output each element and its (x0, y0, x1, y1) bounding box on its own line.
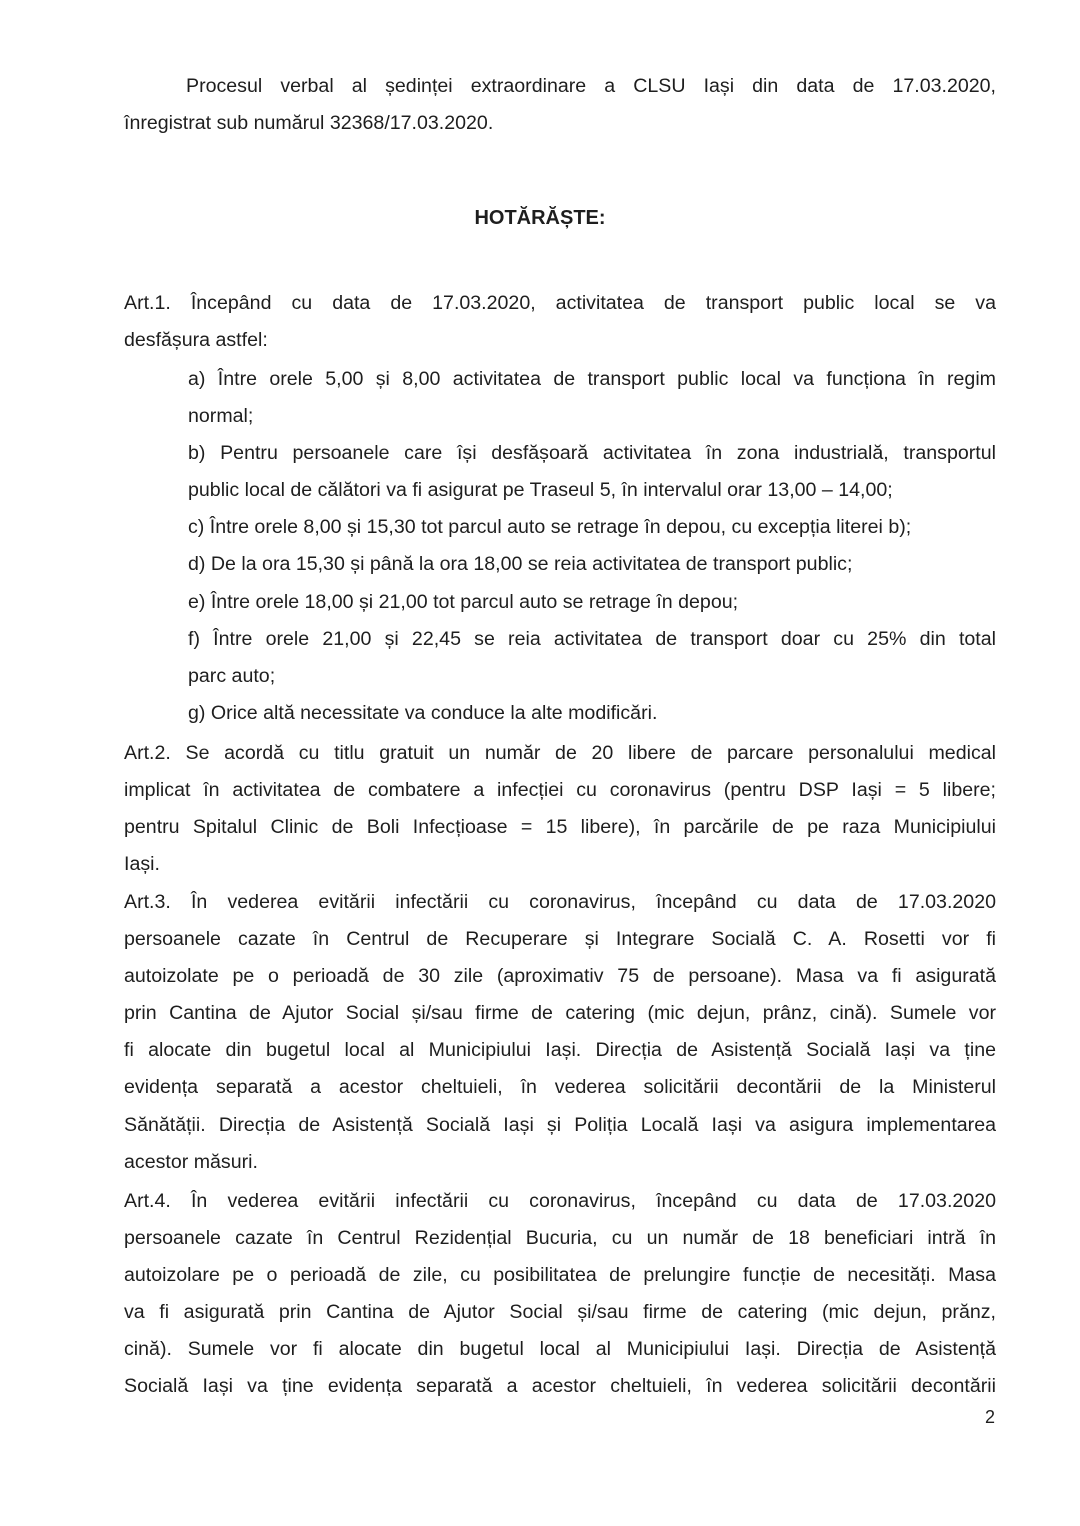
article-2 (124, 735, 996, 883)
list-item-line: parc auto; (188, 664, 276, 687)
intro-line: înregistrat sub numărul 32368/17.03.2020. (124, 112, 494, 135)
intro-line: Procesul verbal al ședinței extraordinare a CLSU Iași din data de 17.03.2020, (186, 75, 996, 97)
article-line: fi alocate din bugetul local al Municipiului Iași. Direcția de Asistență Socială Iași va ține (124, 1039, 996, 1062)
list-item-line: d) De la ora 15,30 și până la ora 18,00 se reia activitatea de transport public; (188, 553, 853, 576)
article-line: persoanele cazate în Centrul de Recuperare și Integrare Socială C. A. Rosetti vor fi (124, 928, 996, 951)
article-line: autoizolate pe o perioadă de 30 zile (aproximativ 75 de persoane). Masa va fi asigurată (124, 965, 996, 988)
article-line: acestor măsuri. (124, 1150, 258, 1173)
article-line: prin Cantina de Ajutor Social și/sau firme de catering (mic dejun, prânz, cină). Sumele vor (124, 1002, 996, 1025)
article-line: evidența separată a acestor cheltuieli, în vederea solicitării decontării de la Ministerul (124, 1076, 996, 1099)
list-item-line: a) Între orele 5,00 și 8,00 activitatea de transport public local va funcționa în regim (188, 368, 996, 390)
list-item-line: normal; (188, 405, 254, 428)
article-3 (124, 884, 996, 1181)
article-1-items (188, 361, 996, 732)
list-item-line: c) Între orele 8,00 și 15,30 tot parcul auto se retrage în depou, cu excepția literei b); (188, 516, 912, 539)
article-4 (124, 1183, 996, 1406)
article-line: Art.4. În vederea evitării infectării cu coronavirus, începând cu data de 17.03.2020 (124, 1190, 996, 1212)
intro-paragraph (124, 68, 996, 142)
list-item-line: g) Orice altă necessitate va conduce la alte modificări. (188, 701, 658, 724)
article-line: desfășura astfel: (124, 329, 268, 352)
article-line: pentru Spitalul Clinic de Boli Infecțioase = 15 libere), în parcările de pe raza Municipiului (124, 816, 996, 839)
article-line: Sănătății. Direcția de Asistență Socială Iași și Poliția Locală Iași va asigura implementarea (124, 1113, 996, 1136)
article-line: implicat în activitatea de combatere a infecției cu coronavirus (pentru DSP Iași = 5 libere; (124, 779, 996, 802)
page-number: 2 (985, 1407, 996, 1427)
article-1-heading (124, 285, 996, 359)
article-line: va fi asigurată prin Cantina de Ajutor Social și/sau firme de catering (mic dejun, prănz, (124, 1301, 996, 1324)
list-item-line: b) Pentru persoanele care își desfășoară activitatea în zona industrială, transportul (188, 442, 996, 465)
article-line: cină). Sumele vor fi alocate din bugetul local al Municipiului Iași. Direcția de Asistență (124, 1338, 996, 1361)
list-item-line: f) Între orele 21,00 și 22,45 se reia activitatea de transport doar cu 25% din total (188, 627, 996, 650)
article-line: Iași. (124, 853, 160, 876)
article-line: Art.2. Se acordă cu titlu gratuit un număr de 20 libere de parcare personalului medical (124, 742, 996, 764)
list-item-line: public local de călători va fi asigurat pe Traseul 5, în intervalul orar 13,00 – 14,00; (188, 479, 893, 502)
article-line: persoanele cazate în Centrul Rezidențial Bucuria, cu un număr de 18 beneficiari intră în (124, 1227, 996, 1250)
article-line: Socială Iași va ține evidența separată a acestor cheltuieli, în vederea solicitării decontării (124, 1375, 996, 1398)
list-item-line: e) Între orele 18,00 și 21,00 tot parcul auto se retrage în depou; (188, 590, 739, 613)
article-line: autoizolare pe o perioadă de zile, cu posibilitatea de prelungire funcție de necesități. Masa (124, 1264, 996, 1287)
article-line: Art.3. În vederea evitării infectării cu coronavirus, începând cu data de 17.03.2020 (124, 891, 996, 913)
article-line: Art.1. Începând cu data de 17.03.2020, activitatea de transport public local se va (124, 292, 996, 314)
decision-title: HOTĂRĂȘTE: (474, 207, 606, 229)
